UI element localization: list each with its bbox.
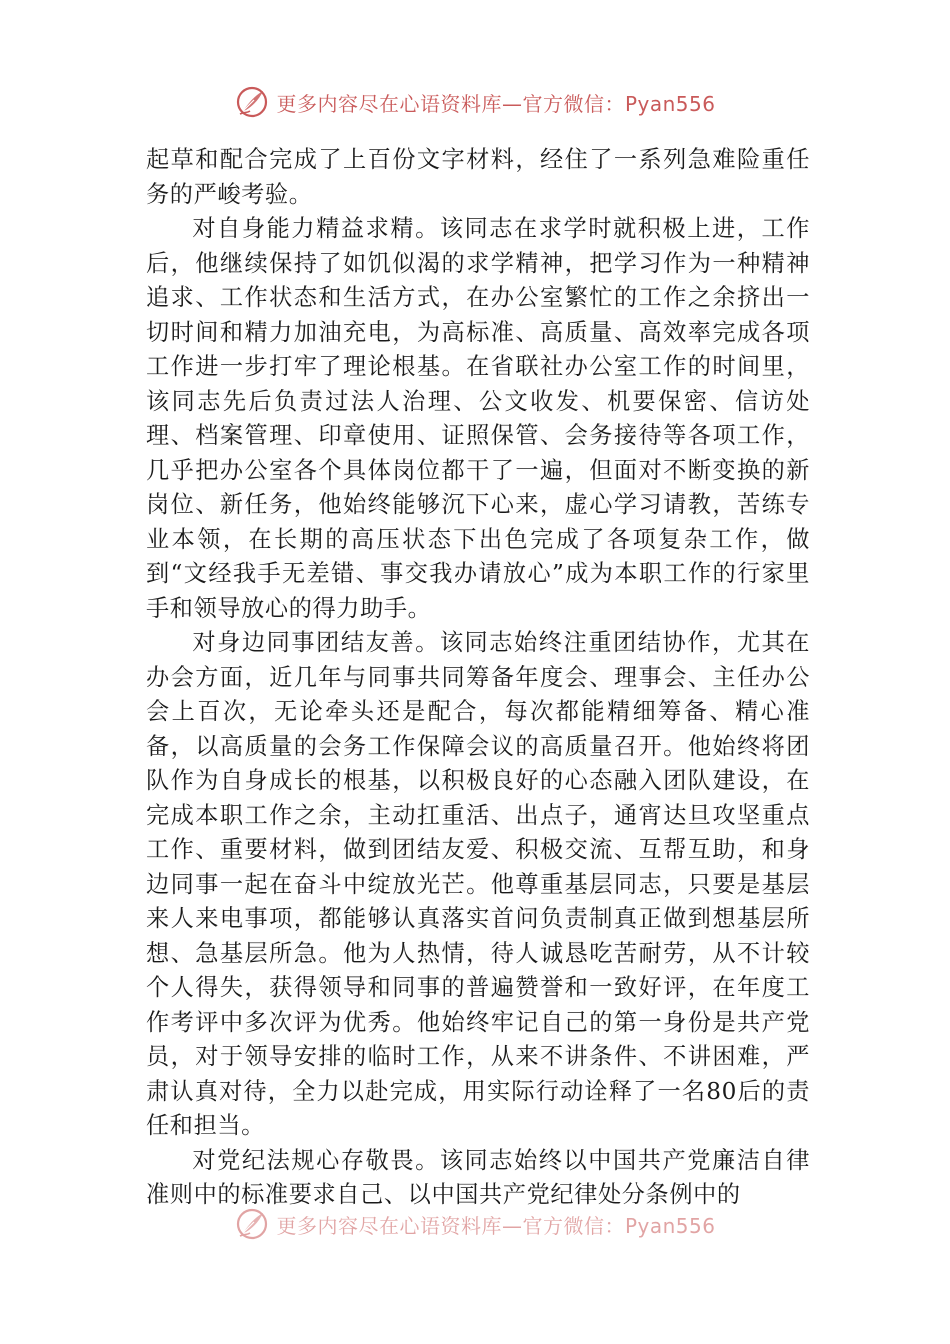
feather-pen-logo-icon — [234, 1206, 270, 1242]
footer-watermark — [0, 1206, 950, 1242]
paragraph-self-ability: 对自身能力精益求精。该同志在求学时就积极上进，工作后，他继续保持了如饥似渴的求学精神，把学习作为一种精神追求、工作状态和生活方式，在办公室繁忙的工作之余挤出一切时间和精力加油充电，为高标准、高质量、高效率完成各项工作进一步打牢了理论根基。在省联社办公室工作的时间里，该同志先后负责过法人治理、公文收发、机要保密、信访处理、档案管理、印章使用、证照保管、会务接待等各项工作，几乎把办公室各个具体岗位都干了一遍，但面对不断变换的新岗位、新任务，他始终能够沉下心来，虚心学习请教，苦练专业本领，在长期的高压状态下出色完成了各项复杂工作，做到“文经我手无差错、事交我办请放心”成为本职工作的行家里手和领导放心的得力助手。 — [146, 215, 810, 622]
document-body — [146, 143, 810, 1213]
paragraph-colleague-unity: 对身边同事团结友善。该同志始终注重团结协作，尤其在办会方面，近几年与同事共同筹备年度会、理事会、主任办公会上百次，无论牵头还是配合，每次都能精细筹备、精心准备，以高质量的会务工作保障会议的高质量召开。他始终将团队作为自身成长的根基，以积极良好的心态融入团队建设，在完成本职工作之余，主动扛重活、出点子，通宵达旦攻坚重点工作、重要材料，做到团结友爱、积极交流、互帮互助，和身边同事一起在奋斗中绽放光芒。他尊重基层同志，只要是基层来人来电事项，都能够认真落实首问负责制真正做到想基层所想、急基层所急。他为人热情，待人诚恳吃苦耐劳，从不计较个人得失，获得领导和同事的普遍赞誉和一致好评，在年度工作考评中多次评为优秀。他始终牢记自己的第一身份是共产党员，对于领导安排的临时工作，从来不讲条件、不讲困难，严肃认真对待，全力以赴完成，用实际行动诠释了一名80后的责任和担当。 — [146, 629, 810, 1139]
paragraph-continuation: 起草和配合完成了上百份文字材料，经住了一系列急难险重任务的严峻考验。 — [146, 146, 810, 208]
paragraph-party-discipline: 对党纪法规心存敬畏。该同志始终以中国共产党廉洁自律准则中的标准要求自己、以中国共产党纪律处分条例中的 — [146, 1146, 810, 1208]
watermark-text: 更多内容尽在心语资料库—官方微信：Pyan556 — [276, 91, 716, 116]
watermark-text: 更多内容尽在心语资料库—官方微信：Pyan556 — [276, 1213, 716, 1238]
